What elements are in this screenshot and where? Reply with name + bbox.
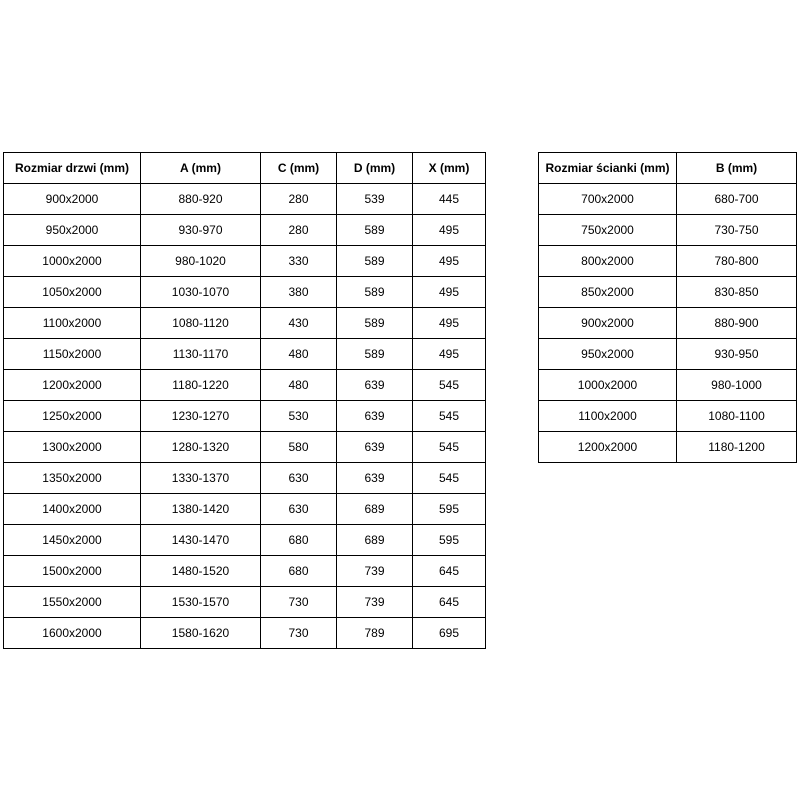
table-cell: 530 [261,401,337,432]
table-cell: 545 [413,463,486,494]
table-cell: 1550x2000 [4,587,141,618]
table-cell: 1530-1570 [141,587,261,618]
table-cell: 1000x2000 [4,246,141,277]
table-cell: 1030-1070 [141,277,261,308]
table-cell: 589 [337,246,413,277]
table-cell: 1200x2000 [539,432,677,463]
table-cell: 330 [261,246,337,277]
table-cell: 1250x2000 [4,401,141,432]
table-cell: 1380-1420 [141,494,261,525]
column-header: Rozmiar ścianki (mm) [539,153,677,184]
table-cell: 430 [261,308,337,339]
table-cell: 495 [413,246,486,277]
table-row [4,184,486,215]
table-cell: 545 [413,401,486,432]
table-cell: 1430-1470 [141,525,261,556]
table-cell: 730-750 [677,215,797,246]
table-cell: 980-1020 [141,246,261,277]
table-cell: 730 [261,618,337,649]
table-row [539,401,797,432]
table-cell: 1600x2000 [4,618,141,649]
table-cell: 589 [337,339,413,370]
table-cell: 750x2000 [539,215,677,246]
table-cell: 630 [261,463,337,494]
table-cell: 1480-1520 [141,556,261,587]
table-cell: 480 [261,370,337,401]
table-cell: 695 [413,618,486,649]
table-cell: 1330-1370 [141,463,261,494]
table-row [539,277,797,308]
table-cell: 495 [413,215,486,246]
table-row [539,432,797,463]
table-cell: 595 [413,525,486,556]
table-cell: 980-1000 [677,370,797,401]
table-cell: 645 [413,556,486,587]
table-cell: 589 [337,277,413,308]
table-cell: 700x2000 [539,184,677,215]
table-cell: 880-920 [141,184,261,215]
table-cell: 1100x2000 [539,401,677,432]
table-cell: 1400x2000 [4,494,141,525]
table-cell: 1200x2000 [4,370,141,401]
table-row [4,277,486,308]
column-header: A (mm) [141,153,261,184]
table-cell: 1000x2000 [539,370,677,401]
table-cell: 950x2000 [539,339,677,370]
table-row [4,246,486,277]
table-cell: 1230-1270 [141,401,261,432]
table-cell: 680 [261,525,337,556]
table-cell: 689 [337,525,413,556]
table-cell: 495 [413,339,486,370]
table-cell: 739 [337,587,413,618]
table-row [4,494,486,525]
table-cell: 950x2000 [4,215,141,246]
table-cell: 639 [337,432,413,463]
table-row [539,308,797,339]
header-row [4,153,486,184]
table-cell: 880-900 [677,308,797,339]
table-cell: 1050x2000 [4,277,141,308]
table-cell: 1580-1620 [141,618,261,649]
table-cell: 739 [337,556,413,587]
table-cell: 730 [261,587,337,618]
table-row [4,463,486,494]
table-cell: 280 [261,184,337,215]
table-cell: 1300x2000 [4,432,141,463]
table-cell: 280 [261,215,337,246]
column-header: D (mm) [337,153,413,184]
table-cell: 495 [413,277,486,308]
table-cell: 900x2000 [539,308,677,339]
door-sizes-table [3,152,486,649]
table-cell: 380 [261,277,337,308]
table-cell: 595 [413,494,486,525]
table-cell: 589 [337,308,413,339]
table-cell: 830-850 [677,277,797,308]
table-cell: 800x2000 [539,246,677,277]
table-cell: 639 [337,463,413,494]
table-cell: 1500x2000 [4,556,141,587]
table-cell: 780-800 [677,246,797,277]
table-cell: 1450x2000 [4,525,141,556]
table-cell: 930-970 [141,215,261,246]
table-row [4,556,486,587]
column-header: C (mm) [261,153,337,184]
wall-sizes-table [538,152,797,463]
table-row [4,308,486,339]
table-row [539,339,797,370]
table-cell: 1100x2000 [4,308,141,339]
table-cell: 545 [413,370,486,401]
column-header: Rozmiar drzwi (mm) [4,153,141,184]
table-cell: 1080-1100 [677,401,797,432]
table-cell: 1150x2000 [4,339,141,370]
table-row [4,370,486,401]
column-header: X (mm) [413,153,486,184]
table-row [4,525,486,556]
table-cell: 545 [413,432,486,463]
table-row [539,184,797,215]
table-cell: 850x2000 [539,277,677,308]
table-row [539,246,797,277]
table-cell: 1180-1220 [141,370,261,401]
table-cell: 580 [261,432,337,463]
table-cell: 1350x2000 [4,463,141,494]
table-cell: 689 [337,494,413,525]
table-cell: 930-950 [677,339,797,370]
table-cell: 680-700 [677,184,797,215]
table-row [4,587,486,618]
table-row [4,215,486,246]
table-row [539,215,797,246]
table-row [4,618,486,649]
table-cell: 645 [413,587,486,618]
table-cell: 639 [337,370,413,401]
column-header: B (mm) [677,153,797,184]
table-cell: 900x2000 [4,184,141,215]
table-row [4,432,486,463]
table-cell: 539 [337,184,413,215]
table-cell: 589 [337,215,413,246]
table-row [4,339,486,370]
table-cell: 680 [261,556,337,587]
table-row [539,370,797,401]
table-cell: 1080-1120 [141,308,261,339]
table-cell: 480 [261,339,337,370]
table-cell: 1180-1200 [677,432,797,463]
table-cell: 639 [337,401,413,432]
table-cell: 495 [413,308,486,339]
table-cell: 630 [261,494,337,525]
table-row [4,401,486,432]
table-cell: 789 [337,618,413,649]
table-cell: 1280-1320 [141,432,261,463]
header-row [539,153,797,184]
table-cell: 445 [413,184,486,215]
table-cell: 1130-1170 [141,339,261,370]
